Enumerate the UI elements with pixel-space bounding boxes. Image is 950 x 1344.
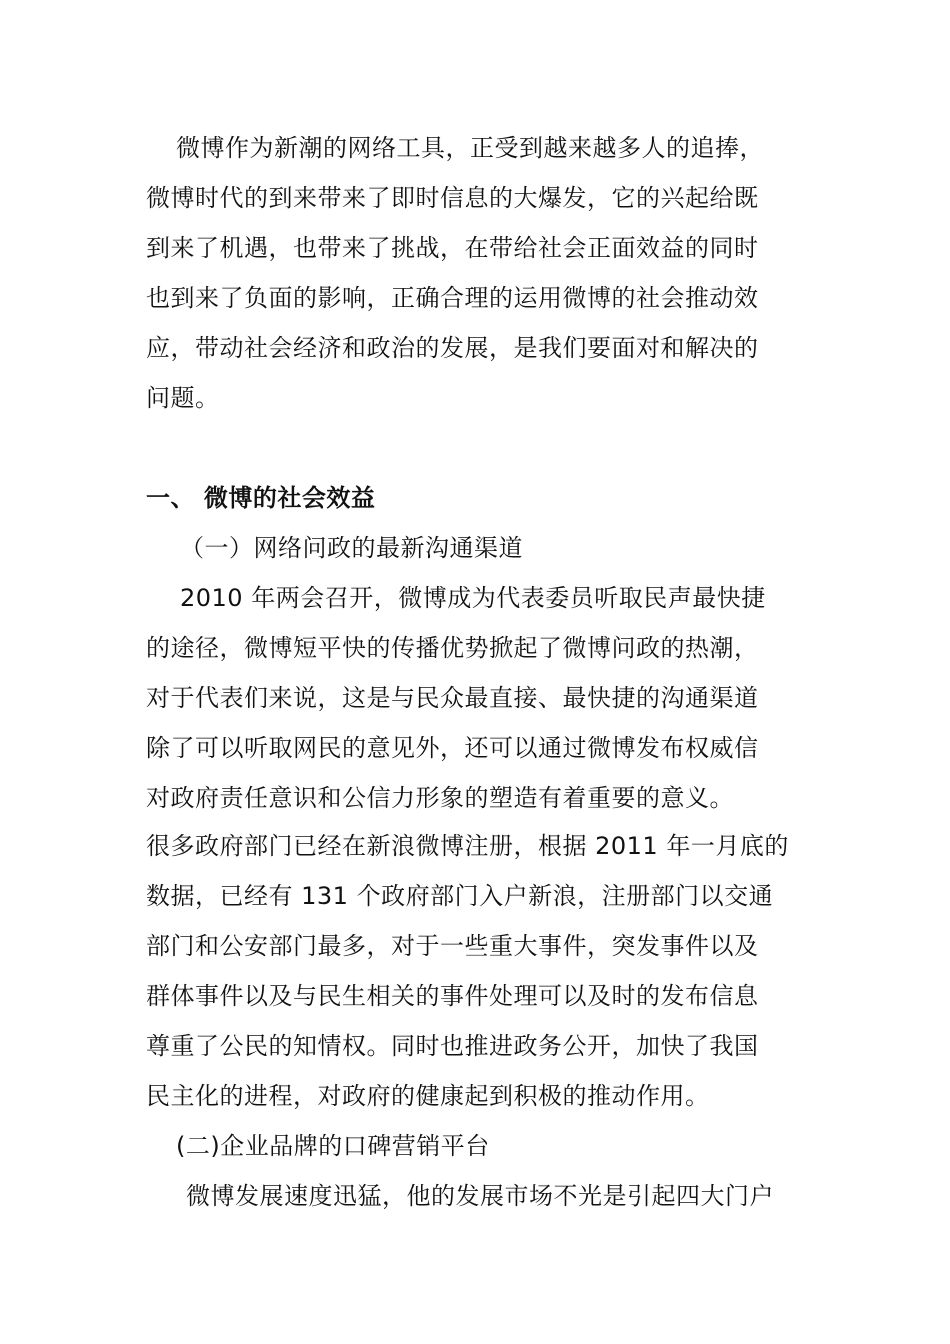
text-line: 问题。 xyxy=(146,384,220,412)
text-line: 民主化的进程，对政府的健康起到积极的推动作用。 xyxy=(146,1082,710,1110)
text-line: 微博发展速度迅猛，他的发展市场不光是引起四大门户 xyxy=(186,1182,774,1210)
text-line: 也到来了负面的影响，正确合理的运用微博的社会推动效 xyxy=(146,284,759,312)
text-line: 部门和公安部门最多，对于一些重大事件，突发事件以及 xyxy=(146,932,759,960)
subsection-heading: （一）网络问政的最新沟通渠道 xyxy=(180,534,523,562)
text-line: 应，带动社会经济和政治的发展，是我们要面对和解决的 xyxy=(146,334,759,362)
text-line: 数据，已经有 131 个政府部门入户新浪，注册部门以交通 xyxy=(146,882,774,910)
text-line: 尊重了公民的知情权。同时也推进政务公开，加快了我国 xyxy=(146,1032,759,1060)
text-line: 到来了机遇，也带来了挑战，在带给社会正面效益的同时 xyxy=(146,234,759,262)
text-line: 除了可以听取网民的意见外，还可以通过微博发布权威信 xyxy=(146,734,759,762)
section-heading: 一、 微博的社会效益 xyxy=(146,484,376,512)
text-line: 2010 年两会召开，微博成为代表委员听取民声最快捷 xyxy=(180,584,766,612)
text-line: 群体事件以及与民生相关的事件处理可以及时的发布信息 xyxy=(146,982,759,1010)
text-line: 微博时代的到来带来了即时信息的大爆发，它的兴起给既 xyxy=(146,184,759,212)
text-line: 对政府责任意识和公信力形象的塑造有着重要的意义。 xyxy=(146,784,734,812)
subsection-heading: (二)企业品牌的口碑营销平台 xyxy=(176,1132,490,1160)
text-line: 对于代表们来说，这是与民众最直接、最快捷的沟通渠道 xyxy=(146,684,759,712)
text-line: 的途径，微博短平快的传播优势掀起了微博问政的热潮， xyxy=(146,634,759,662)
text-line: 微博作为新潮的网络工具，正受到越来越多人的追捧， xyxy=(176,134,764,162)
text-line: 很多政府部门已经在新浪微博注册，根据 2011 年一月底的 xyxy=(146,832,789,860)
